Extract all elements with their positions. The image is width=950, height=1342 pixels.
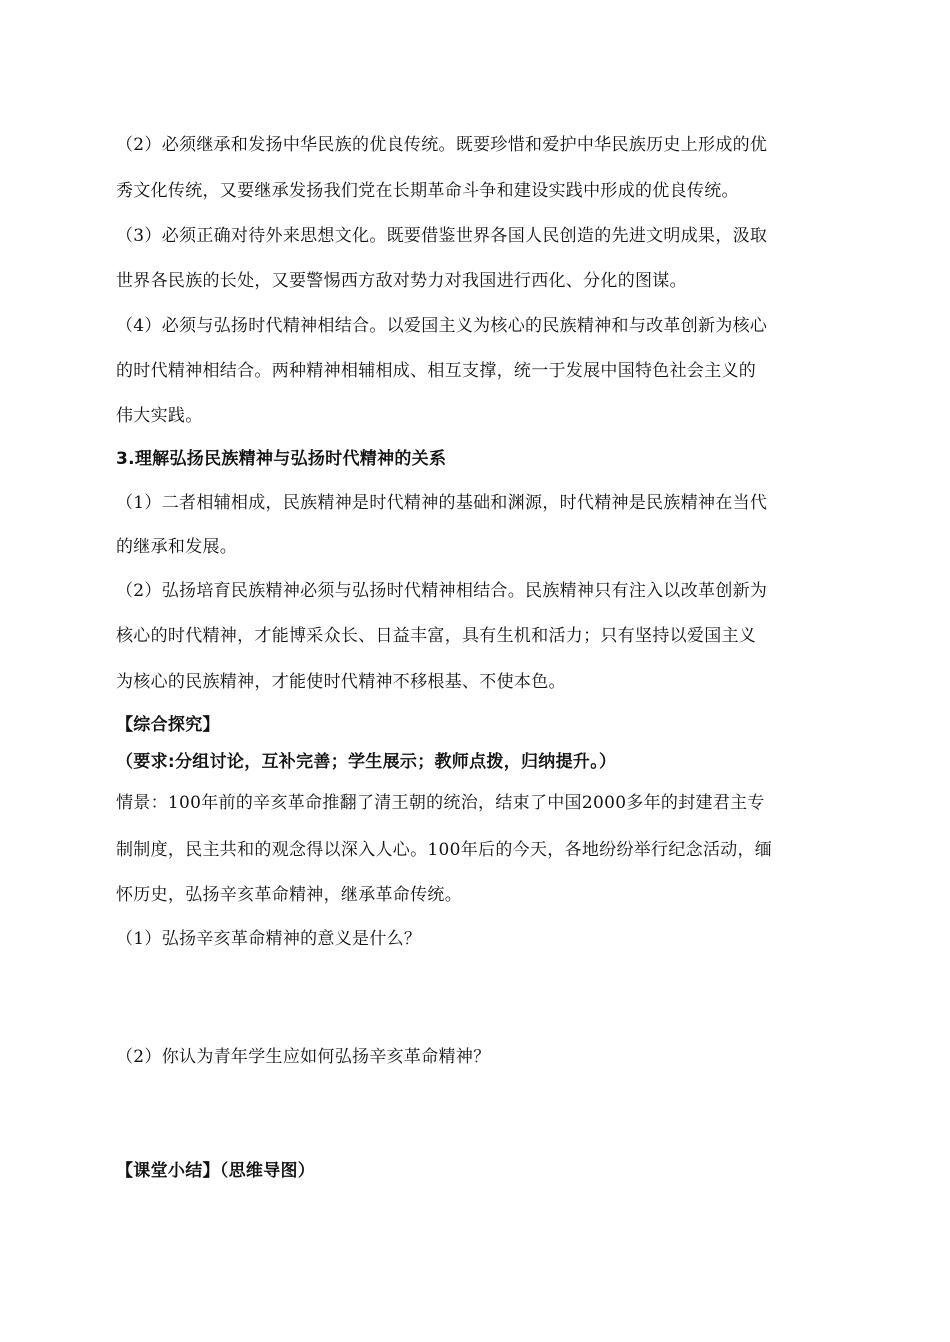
scenario-line1: 情景：100年前的辛亥革命推翻了清王朝的统治，结束了中国2000多年的封建君主专	[116, 793, 765, 813]
scenario-line2: 制制度，民主共和的观念得以深入人心。100年后的今天，各地纷纷举行纪念活动，缅	[116, 840, 773, 860]
relation-item2-line2: 核心的时代精神，才能博采众长、日益丰富，具有生机和活力；只有坚持以爱国主义	[116, 626, 757, 646]
item2-line1: （2）必须继承和发扬中华民族的优良传统。既要珍惜和爱护中华民族历史上形成的优	[116, 135, 768, 155]
question-2: （2）你认为青年学生应如何弘扬辛亥革命精神？	[116, 1047, 491, 1067]
item4-line3: 伟大实践。	[116, 406, 203, 426]
item3-line2: 世界各民族的长处，又要警惕西方敌对势力对我国进行西化、分化的图谋。	[116, 271, 687, 291]
item4-line2: 的时代精神相结合。两种精神相辅相成、相互支撑，统一于发展中国特色社会主义的	[116, 361, 757, 381]
inquiry-heading: 【综合探究】	[116, 715, 220, 735]
section3-heading: 3.理解弘扬民族精神与弘扬时代精神的关系	[116, 449, 447, 469]
relation-item2-line1: （2）弘扬培育民族精神必须与弘扬时代精神相结合。民族精神只有注入以改革创新为	[116, 581, 768, 601]
summary-heading: 【课堂小结】（思维导图）	[116, 1161, 316, 1181]
scenario-line3: 怀历史，弘扬辛亥革命精神，继承革命传统。	[116, 885, 462, 905]
inquiry-requirement: （要求:分组讨论，互补完善；学生展示；教师点拨，归纳提升。）	[116, 752, 617, 772]
relation-item1-line1: （1）二者相辅相成，民族精神是时代精神的基础和渊源，时代精神是民族精神在当代	[116, 493, 768, 513]
relation-item2-line3: 为核心的民族精神，才能使时代精神不移根基、不使本色。	[116, 672, 566, 692]
relation-item1-line2: 的继承和发展。	[116, 537, 238, 557]
item2-line2: 秀文化传统，又要继承发扬我们党在长期革命斗争和建设实践中形成的优良传统。	[116, 181, 739, 201]
question-1: （1）弘扬辛亥革命精神的意义是什么？	[116, 929, 422, 949]
item3-line1: （3）必须正确对待外来思想文化。既要借鉴世界各国人民创造的先进文明成果，汲取	[116, 226, 768, 246]
item4-line1: （4）必须与弘扬时代精神相结合。以爱国主义为核心的民族精神和与改革创新为核心	[116, 316, 768, 336]
